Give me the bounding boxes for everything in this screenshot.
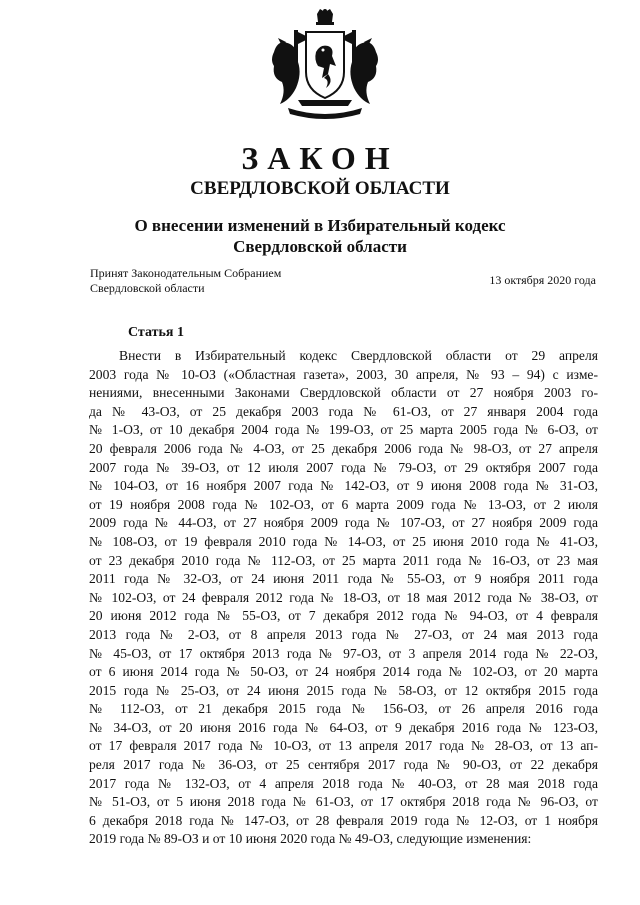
body-line: № 108-ОЗ, от 19 февраля 2010 года № 14-ОЗ, от 25 июня 2010 года № 41-ОЗ,: [89, 533, 598, 549]
body-line: 20 февраля 2006 года № 4-ОЗ, от 25 декабря 2006 года № 98-ОЗ, от 27 апреля: [89, 440, 598, 456]
body-line: от 17 февраля 2017 года № 10-ОЗ, от 13 апреля 2017 года № 28-ОЗ, от 13 ап-: [89, 738, 598, 754]
adopted-by-line: Принят Законодательным Собранием: [90, 266, 282, 280]
body-line: № 51-ОЗ, от 5 июня 2018 года № 61-ОЗ, от 17 октября 2018 года № 96-ОЗ, от: [89, 794, 598, 810]
body-line: 20 июня 2012 года № 55-ОЗ, от 7 декабря 2012 года № 94-ОЗ, от 4 февраля: [89, 608, 598, 624]
body-line: № 45-ОЗ, от 17 октября 2013 года № 97-ОЗ, от 3 апреля 2014 года № 22-ОЗ,: [89, 645, 598, 661]
region-subtitle: СВЕРДЛОВСКОЙ ОБЛАСТИ: [190, 178, 450, 199]
body-line: № 102-ОЗ, от 24 февраля 2012 года № 18-ОЗ, от 18 мая 2012 года № 38-ОЗ, от: [89, 589, 598, 605]
body-line: от 23 декабря 2010 года № 112-ОЗ, от 25 марта 2011 года № 16-ОЗ, от 23 мая: [89, 552, 598, 568]
body-line: № 1-ОЗ, от 10 декабря 2004 года № 199-ОЗ, от 25 марта 2005 года № 6-ОЗ, от: [89, 422, 598, 438]
body-line: 2003 года № 10-ОЗ («Областная газета», 2003, 30 апреля, № 93 – 94) с изме-: [89, 366, 598, 382]
body-line: 2017 года № 132-ОЗ, от 4 апреля 2018 года № 40-ОЗ, от 28 мая 2018 года: [89, 775, 598, 791]
body-line: реля 2017 года № 36-ОЗ, от 25 сентября 2017 года № 90-ОЗ, от 22 декабря: [89, 757, 598, 773]
article-body: [89, 347, 598, 849]
body-line: от 6 июня 2014 года № 50-ОЗ, от 24 ноября 2014 года № 102-ОЗ, от 20 марта: [89, 664, 598, 680]
body-line: нениями, внесенными Законами Свердловской области от 27 ноября 2003 го-: [89, 385, 598, 401]
document-type-title: ЗАКОН: [241, 140, 399, 176]
law-title-line: О внесении изменений в Избирательный кодекс: [134, 216, 506, 235]
body-line: № 112-ОЗ, от 21 декабря 2015 года № 156-ОЗ, от 26 апреля 2016 года: [89, 701, 598, 717]
body-line: 2015 года № 25-ОЗ, от 24 июня 2015 года № 58-ОЗ, от 12 октября 2015 года: [89, 682, 598, 698]
body-line: 2013 года № 2-ОЗ, от 8 апреля 2013 года № 27-ОЗ, от 24 мая 2013 года: [89, 626, 598, 642]
body-line: 2019 года № 89-ОЗ и от 10 июня 2020 года № 49-ОЗ, следующие изменения:: [89, 831, 532, 847]
body-line: 6 декабря 2018 года № 147-ОЗ, от 28 февраля 2019 года № 12-ОЗ, от 1 ноября: [89, 812, 598, 828]
law-title: [0, 215, 640, 257]
adopted-by-line: Свердловской области: [90, 281, 205, 295]
body-line: да № 43-ОЗ, от 25 декабря 2003 года № 61-ОЗ, от 27 января 2004 года: [89, 403, 598, 419]
law-title-line: Свердловской области: [233, 237, 407, 256]
adopted-by: [90, 266, 281, 296]
body-line: 2011 года № 32-ОЗ, от 24 июня 2011 года № 55-ОЗ, от 9 ноября 2011 года: [89, 571, 598, 587]
body-line: № 104-ОЗ, от 16 ноября 2007 года № 142-ОЗ, от 9 июня 2008 года № 31-ОЗ,: [89, 478, 598, 494]
body-line: № 34-ОЗ, от 20 июня 2016 года № 64-ОЗ, от 9 декабря 2016 года № 123-ОЗ,: [89, 719, 598, 735]
body-line: от 19 ноября 2008 года № 102-ОЗ, от 6 марта 2009 года № 13-ОЗ, от 2 июля: [89, 496, 598, 512]
article-heading: Статья 1: [128, 325, 184, 340]
body-line: 2009 года № 44-ОЗ, от 27 ноября 2009 года № 107-ОЗ, от 27 ноября 2009 года: [89, 515, 598, 531]
body-line: Внести в Избирательный кодекс Свердловской области от 29 апреля: [119, 348, 598, 363]
body-line: 2007 года № 39-ОЗ, от 12 июля 2007 года № 79-ОЗ, от 29 октября 2007 года: [89, 459, 598, 475]
sverdlovsk-coat-of-arms-icon: [268, 8, 382, 120]
adoption-date: 13 октября 2020 года: [489, 273, 596, 287]
